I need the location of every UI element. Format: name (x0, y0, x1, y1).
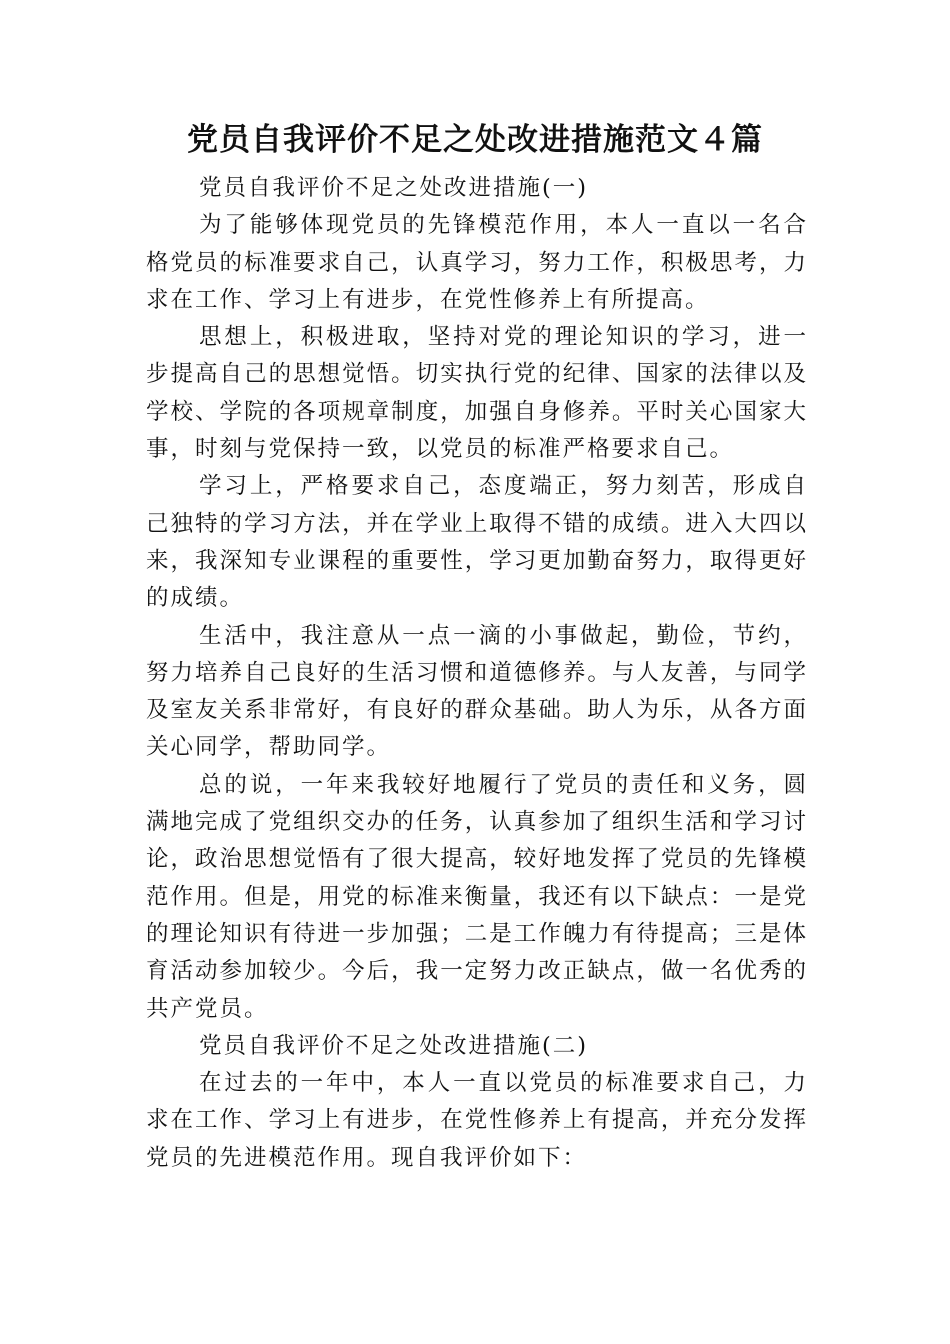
paragraph-intro: 为了能够体现党员的先锋模范作用，本人一直以一名合格党员的标准要求自己，认真学习，努力工作，积极思考，力求在工作、学习上有进步，在党性修养上有所提高。 (146, 212, 808, 313)
paragraph-life: 生活中，我注意从一点一滴的小事做起，勤俭，节约，努力培养自己良好的生活习惯和道德修养。与人友善，与同学及室友关系非常好，有良好的群众基础。助人为乐，从各方面关心同学，帮助同学。 (146, 622, 808, 761)
paragraph-thought: 思想上，积极进取，坚持对党的理论知识的学习，进一步提高自己的思想觉悟。切实执行党的纪律、国家的法律以及学校、学院的各项规章制度，加强自身修养。平时关心国家大事，时刻与党保持一致，以党员的标准严格要求自己。 (146, 324, 808, 463)
section-heading-2: 党员自我评价不足之处改进措施(二) (199, 1032, 589, 1059)
document-body (146, 170, 808, 1177)
document-title: 党员自我评价不足之处改进措施范文４篇 (187, 122, 763, 158)
paragraph-study: 学习上，严格要求自己，态度端正，努力刻苦，形成自己独特的学习方法，并在学业上取得不错的成绩。进入大四以来，我深知专业课程的重要性，学习更加勤奋努力，取得更好的成绩。 (146, 473, 808, 612)
section-heading-1: 党员自我评价不足之处改进措施(一) (199, 175, 589, 201)
paragraph-section2-intro: 在过去的一年中，本人一直以党员的标准要求自己，力求在工作、学习上有进步，在党性修养上有提高，并充分发挥党员的先进模范作用。现自我评价如下： (146, 1070, 808, 1171)
paragraph-summary: 总的说，一年来我较好地履行了党员的责任和义务，圆满地完成了党组织交办的任务，认真参加了组织生活和学习讨论，政治思想觉悟有了很大提高，较好地发挥了党员的先锋模范作用。但是，用党的标准来衡量，我还有以下缺点：一是党的理论知识有待进一步加强；二是工作魄力有待提高；三是体育活动参加较少。今后，我一定努力改正缺点，做一名优秀的共产党员。 (146, 771, 808, 1022)
